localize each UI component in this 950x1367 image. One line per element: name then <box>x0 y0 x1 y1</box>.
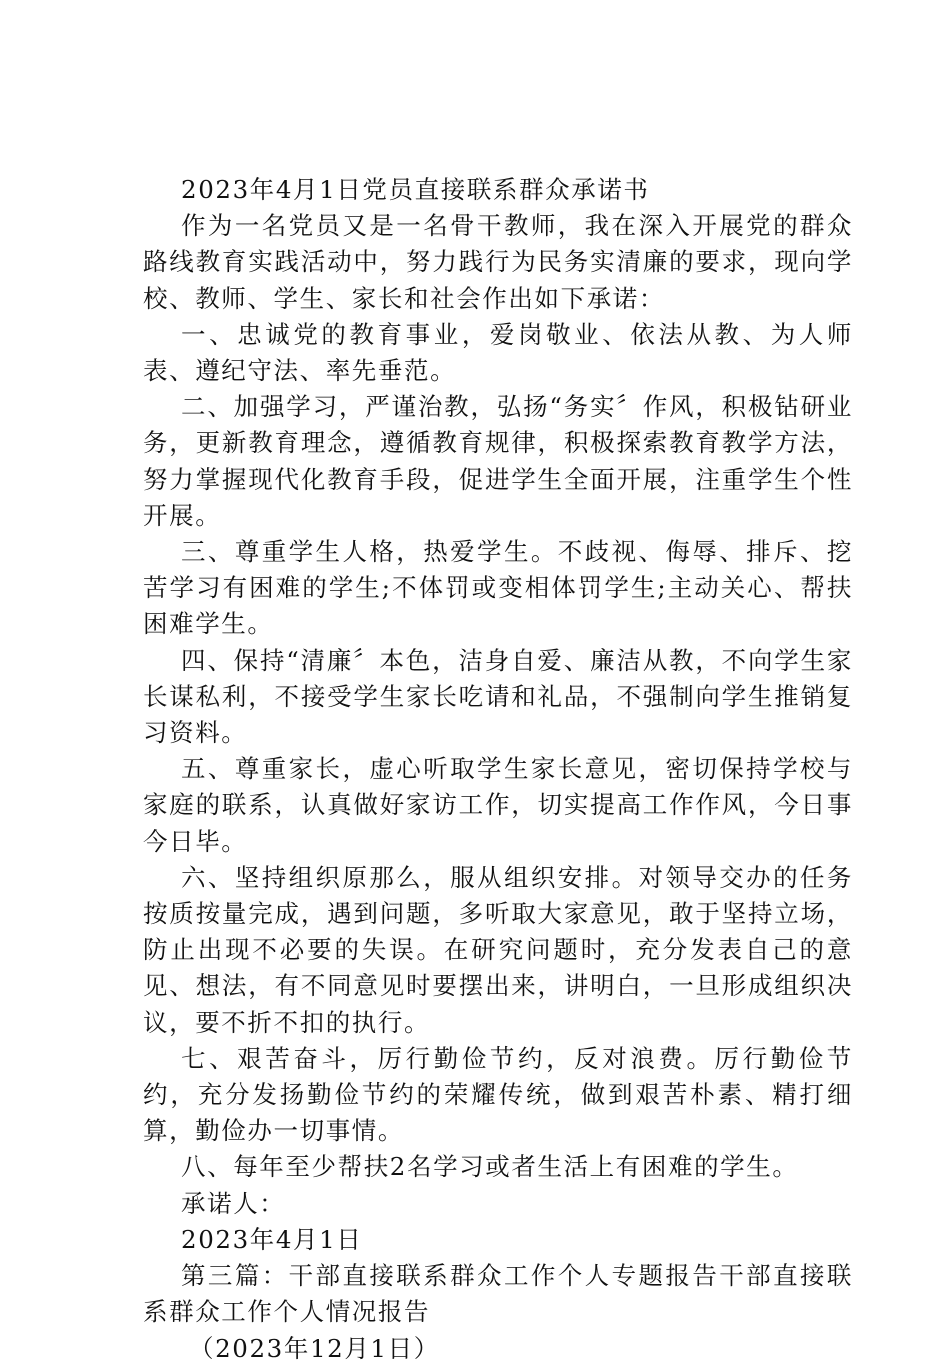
document-page <box>143 172 853 1367</box>
commitment-item-7: 七、艰苦奋斗，厉行勤俭节约，反对浪费。厉行勤俭节约，充分发扬勤俭节约的荣耀传统，做到艰苦朴素、精打细算，勤俭办一切事情。 <box>143 1043 853 1146</box>
commitment-item-4: 四、保持“清廉〞本色，洁身自爱、廉洁从教，不向学生家长谋私利，不接受学生家长吃请和礼品，不强制向学生推销复习资料。 <box>143 645 853 748</box>
next-section-date: （2023年12月1日） <box>189 1333 440 1363</box>
sign-date: 2023年4月1日 <box>181 1224 363 1254</box>
commitment-item-6: 六、坚持组织原那么，服从组织安排。对领导交办的任务按质按量完成，遇到问题，多听取大家意见，敢于坚持立场，防止出现不必要的失误。在研究问题时，充分发表自己的意见、想法，有不同意见时要摆出来，讲明白，一旦形成组织决议，要不折不扣的执行。 <box>143 862 853 1037</box>
document-title: 2023年4月1日党员直接联系群众承诺书 <box>181 175 650 204</box>
commitment-item-5: 五、尊重家长，虚心听取学生家长意见，密切保持学校与家庭的联系，认真做好家访工作，切实提高工作作风，今日事今日毕。 <box>143 754 853 856</box>
intro-paragraph: 作为一名党员又是一名骨干教师，我在深入开展党的群众路线教育实践活动中，努力践行为民务实清廉的要求，现向学校、教师、学生、家长和社会作出如下承诺： <box>143 211 853 313</box>
next-section-title: 第三篇：干部直接联系群众工作个人专题报告干部直接联系群众工作个人情况报告 <box>143 1261 853 1327</box>
commitment-item-2: 二、加强学习，严谨治教，弘扬“务实〞作风，积极钻研业务，更新教育理念，遵循教育规律，积极探索教育教学方法，努力掌握现代化教育手段，促进学生全面开展，注重学生个性开展。 <box>143 392 853 530</box>
signer-label: 承诺人： <box>181 1188 286 1218</box>
commitment-item-3: 三、尊重学生人格，热爱学生。不歧视、侮辱、排斥、挖苦学习有困难的学生;不体罚或变相体罚学生;主动关心、帮扶困难学生。 <box>143 537 853 639</box>
commitment-item-8: 八、每年至少帮扶2名学习或者生活上有困难的学生。 <box>181 1152 799 1182</box>
commitment-item-1: 一、忠诚党的教育事业，爱岗敬业、依法从教、为人师表、遵纪守法、率先垂范。 <box>143 319 853 386</box>
